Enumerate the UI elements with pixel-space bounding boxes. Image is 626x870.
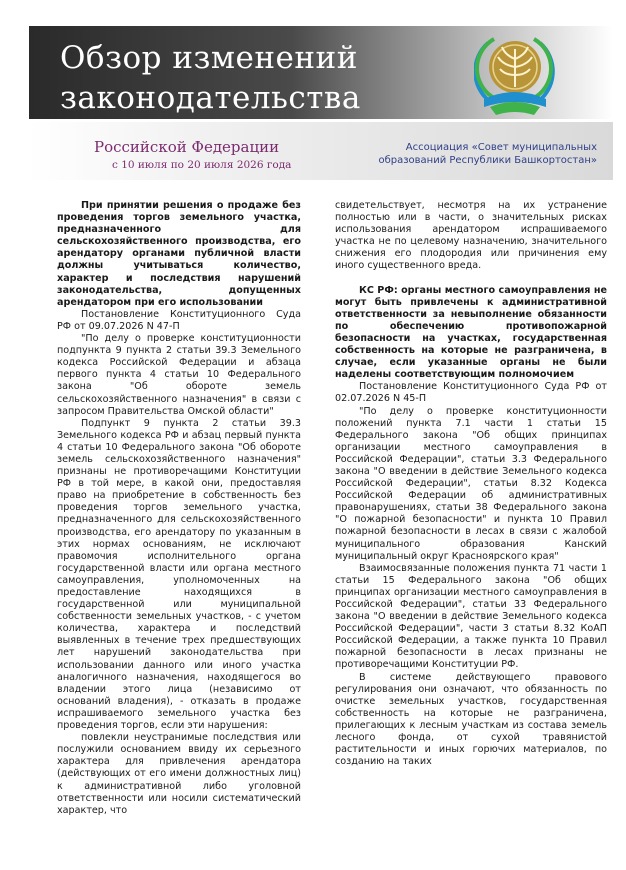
bashkortostan-council-emblem-icon (474, 27, 556, 117)
body-paragraph: Взаимосвязанные положения пункта 71 части 1 статьи 15 Федерального закона "Об общих принципах организации местного самоуправления в Российской Федерации", статьи 33 Федерального закона "О введении в действие Земельного кодекса Российской Федерации", части 3 статьи 8.32 КоАП Российской Федерации, а также пункта 10 Правил пожарной безопасности в лесах признаны не противоречащими Конституции РФ. (335, 562, 607, 671)
ruling-reference: Постановление Конституционного Суда РФ от 09.07.2026 N 47-П (57, 308, 301, 332)
article-headline: КС РФ: органы местного самоуправления не могут быть привлечены к административной ответственности за невыполнение обязанности по обеспечению противопожарной безопасности на участках, государственная собственность на которые не разграничена, в случае, если указанные органы не были наделены соответствующим полномочием (335, 284, 607, 381)
body-paragraph: Подпункт 9 пункта 2 статьи 39.3 Земельного кодекса РФ и абзац первый пункта 4 статьи 10 Федерального закона "Об обороте земель сельскохозяйственного назначения" признаны не противоречащими Конституции РФ в той мере, в какой они, предоставляя право на приобретение в собственность без проведения торгов земельного участка, предназначенного для сельскохозяйственного производства, его арендатору по указанным в этих нормах основаниям, не исключают правомочия исполнительного органа государственной власти или органа местного самоуправления, уполномоченных на предоставление находящихся в государственной или муниципальной собственности земельных участков, - с учетом количества, характера и последствий выявленных в течение трех предшествующих лет нарушений законодательства при использовании данного или иного участка аналогичного назначения, находящегося во владении этого лица (независимо от оснований владения), - отказать в продаже испрашиваемого земельного участка без проведения торгов, если эти нарушения: (57, 417, 301, 732)
region-title: Российской Федерации (94, 138, 280, 156)
page-title: Обзор изменений законодательства (60, 40, 361, 116)
ruling-case-title: "По делу о проверке конституционности подпункта 9 пункта 2 статьи 39.3 Земельного кодекса Российской Федерации и абзаца первого пункта 4 статьи 10 Федерального закона "Об обороте земель сельскохозяйственного назначения" в связи с запросом Правительства Омской области" (57, 333, 301, 417)
association-name: Ассоциация «Совет муниципальных образований Республики Башкортостан» (378, 142, 597, 166)
left-column (57, 200, 301, 817)
body-paragraph: В системе действующего правового регулирования они означают, что обязанность по очистке земельных участков, государственная собственность на которые не разграничена, прилегающих к лесным участкам из состава земель лесного фонда, от сухой травянистой растительности и иных горючих материалов, по созданию на таких (335, 671, 607, 768)
body-paragraph: свидетельствует, несмотря на их устранение полностью или в части, о значительных рисках использования арендатором испрашиваемого участка не по целевому назначению, значительного снижения его плодородия или причинения ему иного существенного вреда. (335, 200, 607, 272)
period-dates: с 10 июля по 20 июля 2026 года (112, 159, 292, 171)
body-paragraph: повлекли неустранимые последствия или послужили основанием ввиду их серьезного характера для привлечения арендатора (действующих от его имени должностных лиц) к административной либо уголовной ответственности или носили систематический характер, что (57, 732, 301, 816)
right-column (335, 200, 607, 768)
ruling-case-title: "По делу о проверке конституционности положений пункта 7.1 части 1 статьи 15 Федерального закона "Об общих принципах организации местного самоуправления в Российской Федерации", статьи 3.3 Федерального закона "О введении в действие Земельного кодекса Российской Федерации", статьи 8.32 Кодекса Российской Федерации об административных правонарушениях, статьи 38 Федерального закона "О пожарной безопасности" и пункта 10 Правил пожарной безопасности в лесах в связи с жалобой муниципального образования Канский муниципальный округ Красноярского края" (335, 405, 607, 562)
article-headline: При принятии решения о продаже без проведения торгов земельного участка, предназначенного для сельскохозяйственного производства, его арендатору органами публичной власти должны учитываться количество, характер и последствия нарушений законодательства, допущенных арендатором при его использовании (57, 200, 301, 308)
ruling-reference: Постановление Конституционного Суда РФ от 02.07.2026 N 45-П (335, 381, 607, 405)
